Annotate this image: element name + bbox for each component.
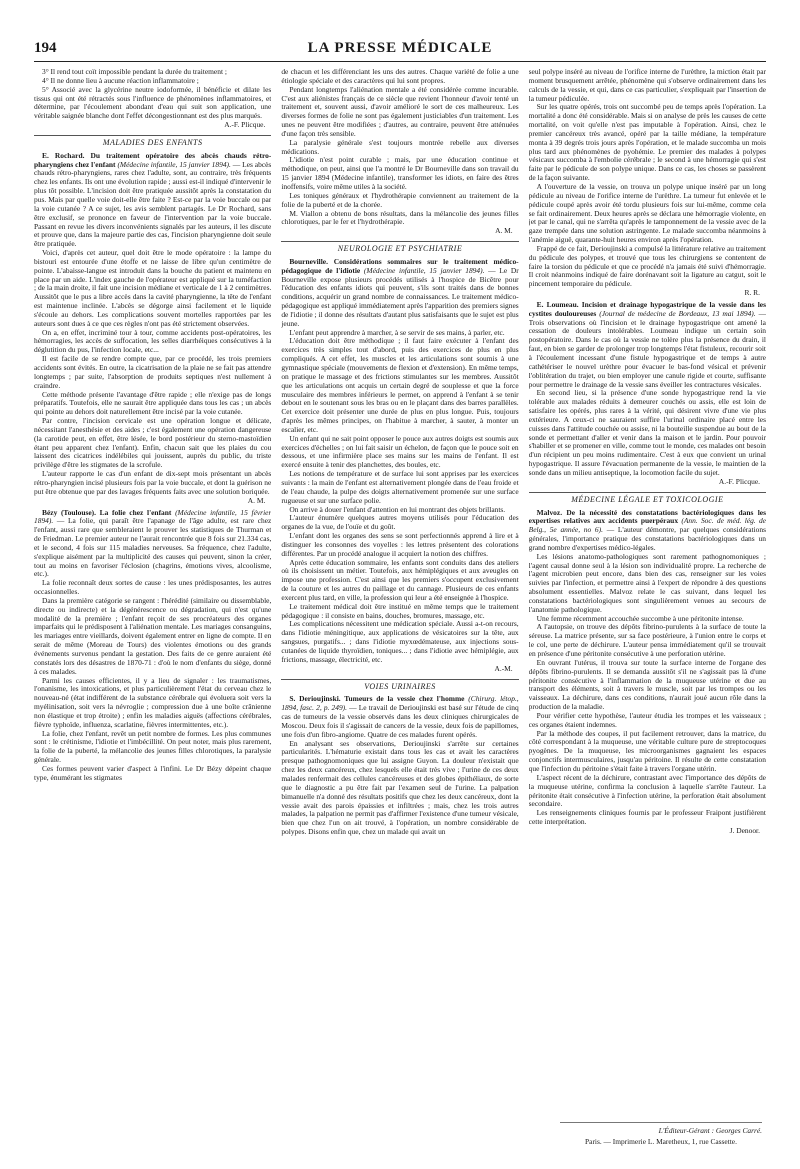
article-title: Malvoz. De la nécessité des constatations bactériologiques dans les expertises relatives aux accidents puerpéraux: [528, 507, 766, 526]
page-header: [34, 40, 766, 62]
paragraph: Les notions de température et de surface lui sont apprises par les exercices suivants : la main de l'enfant est alternativement plongée dans de l'eau froide et de l'eau chaude, la pulpe des doigts alternativement promenée sur une surface rugueuse et sur une surface polie.: [281, 469, 519, 505]
article-malvoz: [529, 509, 766, 553]
article-source: (Médecine infantile, 15 janvier 1894).: [363, 265, 485, 275]
paragraph: Après cette éducation sommaire, les enfants sont conduits dans des ateliers où ils choisissent un métier. Toutefois, aux hémiplégiques et aux aveugles on impose une profession. C'est ainsi que les premiers s'occupent exclusivement de la couture et les autres du paillage et du cannage. Plusieurs de ces enfants exercent plus tard, en ville, la profession qui leur a été enseignée à l'hospice.: [281, 557, 519, 602]
columns: [34, 68, 766, 1158]
paragraph: Dans la première catégorie se rangent : l'hérédité (similaire ou dissemblable, directe ou indirecte) et la dégénérescence ou dégradation, qui n'est qu'une modalité de la première ; l'enfant reçoit de ses procréateurs des organes imparfaits qui le prédisposent à l'aliénation mentale. Les mariages consanguins, les mariages entre vieillards, doivent également entrer en ligne de compte. Il en serait de même (Moreau de Tours) des violentes émotions ou des grands événements survenus pendant la gestation. Des faits de ce genre auraient été constatés lors des désastres de 1870-71 : d'où le nom d'enfants du siège, donné à ces malades.: [34, 595, 272, 676]
column-1: [34, 68, 271, 1158]
article-text: — Le travail de Derioujinski est basé sur l'étude de cinq cas de tumeurs de la vessie observés dans les deux cliniques chirurgicales de Moscou. Deux fois il s'agissait de cancers de la vessie, deux fois de papillomes, une fois d'un fibro-angiome. Quatre de ces malades furent opérés.: [281, 703, 519, 739]
paragraph: Les renseignements cliniques fournis par le professeur Fraipont justifièrent cette interprétation.: [528, 808, 766, 827]
paragraph: L'idiotie n'est point curable ; mais, par une éducation continue et méthodique, on peut, ainsi que l'a montré le Dr Bourneville dans son travail du 15 janvier 1894 (Médecine infantile), transformer les idiots, en faire des êtres inoffensifs, voire même utiles à la société.: [281, 155, 519, 191]
paragraph: En analysant ses observations, Derioujinski s'arrête sur certaines particularités. L'hématurie existait dans tous les cas et avait les caractères presque pathognomoniques que lui assigne Guyon. La douleur n'existait que chez les deux cancéreux, chez lesquels elle était très vive ; l'urine de ces deux malades renfermait des cellules cancéreuses et des globes épithéliaux, de sorte que le diagnostic a pu être fait par l'examen seul de l'urine. La palpation bimanuelle n'a donné des résultats positifs que chez les deux cancéreux, dont la vessie avait des parois épaissies et infiltrées ; mais, chez les trois autres malades, la palpation ne permit pas d'affirmer l'existence d'une tumeur vésicale, bien que chez l'un on ait trouvé, à l'opération, un nombre considérable de polypes. Disons enfin que, chez un malade qui avait un: [281, 738, 519, 837]
paragraph: Cette méthode présente l'avantage d'être rapide ; elle n'exige pas de longs préparatifs. Toutefois, elle ne saurait être appliquée dans tous les cas ; un abcès qui pointe au dehors doit naturellement être incisé par la voie cutanée.: [34, 389, 272, 417]
paragraph: 3° Il rend tout coït impossible pendant la durée du traitement ;: [42, 68, 227, 76]
article-title: Bourneville. Considérations sommaires sur le traitement médico-pédagogique de l'idiotie: [281, 256, 519, 275]
signature: A.-M.: [494, 663, 513, 673]
article-title: E. Rochard. Du traitement opératoire des abcès chauds rétro-pharyngiens chez l'enfant: [34, 150, 272, 169]
paragraph: 5° Associé avec la glycérine neutre iodoformée, il bénéficie et dilate les tissus qui ont été rétractés sous l'influence de phénomènes inflammatoires, et détermine, par l'écoulement abondant d'eau qui suit son application, une véritable saignée blanche dont l'effet décongestionnant est des plus marqués.: [34, 84, 272, 121]
article-source: (Ann. Soc. de méd. lég. de Belg., 5e année, no 6).: [528, 516, 766, 535]
paragraph: A l'autopsie, on trouve des dépôts fibrino-purulents à la surface de toute la séreuse. La matrice présente, sur sa face postérieure, à l'union entre le corps et le col, une perte de déchirure. L'auteur pensa immédiatement qu'il se trouvait en présence d'une péritonite consécutive à une perforation utérine.: [528, 622, 766, 658]
article-text: — Les abcès chauds rétro-pharyngiens, rares chez l'adulte, sont, au contraire, très fréquents chez les enfants. Ils ont une évolution rapide ; aussi est-il indiqué d'intervenir le plus tôt possible. L'incision doit être pratiquée aussitôt après la constatation du pus. Mais par quelle voie doit-elle être faite ? Est-ce par la voie buccale ou par la voie cutanée ? A ce sujet, les avis semblent partagés. Le Dr Rochard, sans être exclusif, se prononce en faveur de l'intervention par la voie buccale. Passant en revue les divers inconvénients signalés par les auteurs, il les discute et prouve que, dans la majeure partie des cas, l'incision pharyngienne doit seule être pratiquée.: [34, 159, 272, 249]
article-text: — Le Dr Bourneville expose plusieurs procédés utilisés à l'hospice de Bicêtre pour l'éducation des enfants idiots qui peuvent, s'ils sont traités dans de bonnes conditions, acquérir un grand nombre de connaissances. Le traitement médico-pédagogique est appliqué immédiatement après l'apparition des premiers signes de l'idiotie ; il donne des résultats d'autant plus satisfaisants que le sujet est plus jeune.: [281, 265, 519, 328]
article-text: — La folie, qui paraît être l'apanage de l'âge adulte, est rare chez l'enfant, aussi rare que sembleraient le prouver les statistiques de Thurman et de Friedman. Le premier auteur ne l'aurait rencontrée que 8 fois sur 21.334 cas, et le second, 4 fois sur 115 maladies nerveuses. Sa fréquence, chez l'adulte, s'explique aisément par la multiplicité des causes qui peuvent, sinon la créer, tout au moins en favoriser l'éclosion (chagrins, émotions vives, alcoolisme, etc.).: [34, 516, 272, 579]
section-heading: NEUROLOGIE ET PSYCHIATRIE: [281, 241, 518, 254]
paragraph: Par contre, l'incision cervicale est une opération longue et délicate, nécessitant l'anesthésie et des aides ; c'est également une opération dangereuse (la carotide peut, en effet, être lésée, le bord postérieur du sterno-mastoïdien étant peu apparent chez l'enfant). Enfin, chacun sait que les plaies du cou laissent des cicatrices indélébiles qui jouissent, auprès du public, du triste privilège d'être les stigmates de la scrofule.: [34, 416, 272, 470]
signature: R. R.: [744, 288, 760, 298]
paragraph: On a, en effet, incriminé tour à tour, comme accidents post-opératoires, les hémorragies, les accès de suffocation, les selles diarrhéiques consécutives à la déglutition du pus, l'infection locale, etc...: [34, 327, 272, 355]
paragraph: Ces formes peuvent varier d'aspect à l'infini. Le Dr Bézy dépeint chaque type, énumérant les stigmates: [34, 763, 272, 782]
paragraph: Les lésions anatomo-pathologiques sont rarement pathognomoniques ; l'agent causal donne seul à la lésion son individualité propre. La recherche de l'agent microbien peut encore, dans bien des cas, renseigner sur les voies suivies par l'infection, et permettre ainsi à l'expert de répondre à des questions absolument essentielles. Malvoz relate le cas suivant, dans lequel les constatations bactériologiques sont singulièrement venues au secours de l'anatomie pathologique.: [528, 551, 766, 614]
paragraph: On arrive à douer l'enfant d'attention en lui montrant des objets brillants.: [289, 504, 506, 514]
signature: A.-F. Plicque.: [718, 476, 760, 486]
article-source: (Médecine infantile, 15 février 1894).: [34, 507, 272, 526]
signature: A.-F. Plicque.: [224, 120, 266, 130]
paragraph: Les complications nécessitent une médication spéciale. Aussi a-t-on recours, dans l'idiotie méningitique, aux applications de vésicatoires sur la tête, aux sangsues, purgatifs... ; dans l'idiotie myxœdémateuse, aux injections sous-cutanées de liquide thyroïdien, toniques... ; dans l'idiotie avec hémiplégie, aux frictions, massage, électricité, etc.: [281, 619, 519, 664]
paragraph: Les toniques généraux et l'hydrothérapie conviennent au traitement de la folie de la puberté et de la chorée.: [281, 190, 519, 209]
article-loumeau: [529, 301, 766, 389]
paragraph: L'aspect récent de la déchirure, contrastant avec l'importance des dépôts de la muqueuse utérine, confirma la conclusion à laquelle s'arrête l'auteur. La péritonite était consécutive à l'infection utérine, la perforation était absolument secondaire.: [528, 772, 766, 809]
paragraph: seul polype inséré au niveau de l'orifice interne de l'urèthre, la miction était par moment brusquement arrêtée, phénomène qui s'observe ordinairement dans les calculs de la vessie, et qui, dans ce cas particulier, s'expliquait par l'insertion de la tumeur pédiculée.: [528, 68, 766, 103]
article-bezy: [34, 509, 271, 580]
section-heading: VOIES URINAIRES: [281, 679, 518, 692]
paragraph: M. Viallon a obtenu de bons résultats, dans la mélancolie des jeunes filles chlorotiques, par le fer et l'hydrothérapie.: [281, 208, 519, 227]
paragraph: Sur les quatre opérés, trois ont succombé peu de temps après l'opération. La mortalité a donc été considérable. Mais si on analyse de près les causes de cette mortalité, on voit qu'elle n'est pas imputable à l'opération. Ainsi, chez le premier cancéreux très avancé, opéré par la taille médiane, la température monta à 39 degrés trois jours après l'opération, et le malade succomba un mois plus tard aux phénomènes de pyohémie. Le premier des malades à polypes vésicaux succomba à l'embolie cérébrale ; le second à une hémorragie qui s'est faite par le pédicule de son polype unique. Dans ce cas, les choses se passèrent de la façon suivante.: [528, 102, 766, 183]
article-title: Bézy (Toulouse). La folie chez l'enfant: [42, 507, 172, 517]
paragraph: Pour vérifier cette hypothèse, l'auteur étudia les trompes et les vaisseaux ; ces organes étaient indemnes.: [528, 710, 766, 729]
paragraph: En ouvrant l'utérus, il trouva sur toute la surface interne de l'organe des dépôts fibrino-purulents. Il se demanda aussitôt s'il ne s'agissait pas là d'une péritonite consécutive à l'inflammation de la muqueuse utérine et due au transport des éléments, soit à travers le muscle, soit par les trompes ou les vaisseaux. La déchirure, dans ces conditions, n'aurait joué aucun rôle dans la production de la maladie.: [528, 657, 766, 712]
article-text: — L'auteur démontre, par quelques considérations générales, l'importance pratique des constatations bactériologiques dans un grand nombre d'expertises médico-légales.: [528, 525, 766, 552]
printer-line: Paris. — Imprimerie L. Maretheux, 1, rue Cassette.: [585, 1137, 737, 1146]
column-3: [529, 68, 766, 1148]
section-heading: MÉDECINE LÉGALE ET TOXICOLOGIE: [529, 492, 766, 505]
journal-title: LA PRESSE MÉDICALE: [307, 40, 493, 56]
paragraph: A l'ouverture de la vessie, on trouva un polype unique inséré par un long pédicule au niveau de l'orifice interne de l'urèthre. La tumeur fut enlevée et le pédicule coupé après avoir été tordu plusieurs fois sur lui-même, comme cela se fait ordinairement. Deux heures après se déclara une hémorragie violente, en jet par le canal, qui ne s'arrêta qu'après le tamponnement de la vessie avec de la gaze trempée dans une solution astringente. Le malade succomba néanmoins à l'anémie aiguë, quarante-huit heures environ après l'opération.: [528, 181, 766, 245]
paragraph: En second lieu, si la présence d'une sonde hypogastrique rend la vie tolérable aux malades réduits à demeurer couchés ou assis, elle est loin de satisfaire les opérés, plus rares à la vérité, qui désirent vivre d'une vie plus extérieure. A ceux-ci ne sauraient suffire l'urinal ordinaire placé entre les cuisses dans l'attitude couchée ou assise, ni la bouteille suspendue au bout de la sonde et permettant d'aller et venir dans la maison et le jardin. Pour pouvoir s'habiller et se promener en ville, comme tout le monde, ces malades ont besoin d'un récipient un peu moins rudimentaire. C'est à eux que convient un urinal hypogastrique. Il assure l'évacuation permanente de la vessie, le maintien de la sonde dans un milieu antiseptique, la locomotion facile du sujet.: [528, 388, 766, 477]
article-source: (Chirurg. létop., 1894, fasc. 2, p. 249).: [281, 694, 519, 713]
paragraph: Par la méthode des coupes, il put facilement retrouver, dans la matrice, du côté correspondant à la muqueuse, une véritable culture pure de streptocoques pyogènes. De la muqueuse, les microorganismes gagnaient les espaces conjonctifs intermusculaires, jusqu'au péritoine. Il résulte de cette constatation que l'infection du péritoine s'était faite à travers l'organe utérin.: [528, 728, 766, 773]
article-source: (Médecine infantile, 15 janvier 1894).: [117, 159, 231, 169]
article-title: S. Derioujinski. Tumeurs de la vessie chez l'homme: [289, 694, 465, 704]
column-2: [281, 68, 518, 1158]
paragraph: 4° Il ne donne lieu à aucune réaction inflammatoire ;: [42, 75, 199, 85]
paragraph: Le traitement médical doit être institué en même temps que le traitement pédagogique : il consiste en bains, douches, bromures, massage, etc.: [281, 601, 519, 620]
paragraph: La folie, chez l'enfant, revêt un petit nombre de formes. Les plus communes sont : le crétinisme, l'idiotie et l'imbécillité. On peut noter, mais plus rarement, la folie de la puberté, la mélancolie des jeunes filles chlorotiques, la paralysie générale.: [34, 728, 272, 765]
paragraph: Un enfant qui ne sait point opposer le pouce aux autres doigts est soumis aux exercices d'échelles ; on lui fait saisir un échelon, de façon que le pouce soit en dessous, et une infirmière place ses mains sur les mains de l'enfant. Il est exercé ensuite à tenir des planchettes, des boules, etc.: [281, 433, 519, 470]
paragraph: Parmi les causes efficientes, il y a lieu de signaler : les traumatismes, l'onanisme, les intoxications, et plus particulièrement l'état du cerveau chez le nouveau-né (état indifférent de la substance cérébrale qui évoluera soit vers la myélinisation, soit vers la névroglie ; compression due à une boîte crânienne non élastique et trop étroite) ; enfin les maladies aiguës (affections cérébrales, fièvre typhoïde, influenza, scarlatine, fièvres intermittentes, etc.).: [34, 675, 272, 729]
paragraph: Une femme récemment accouchée succombe à une péritonite intense.: [536, 613, 744, 623]
signature: J. Denoor.: [729, 825, 760, 835]
article-title: E. Loumeau. Incision et drainage hypogastrique de la vessie dans les cystites douloureuses: [528, 299, 766, 318]
article-text: — Trois observations où l'incision et le drainage hypogastrique ont amené la cessation de douleurs intolérables. Loumeau indique un certain soin postopératoire. Dans le cas où la vessie ne tolère plus la présence du drain, il faut, en bien se garder de prolonger trop longtemps l'état fistuleux, recourir soit à l'écoulement incessant d'une fistule hypogastrique et de temps à autre cathétériser le nouvel urèthre pour évacuer le bas-fond vésical et prévenir l'oblitération du trajet, ou bien employer une canule rigide et courte, suffisante pour permettre le drainage de la vessie sans éveiller les contractures vésicales.: [528, 308, 766, 389]
paragraph: L'enfant dont les organes des sens se sont perfectionnés apprend à lire et à distinguer les consonnes des voyelles : les lettres présentent des colorations différentes. Par un procédé analogue il acquiert la notion des chiffres.: [281, 531, 519, 558]
signature: A. M.: [495, 226, 513, 236]
paragraph: L'auteur rapporte le cas d'un enfant de dix-sept mois présentant un abcès rétro-pharyngien incisé plusieurs fois par la voie buccale, et dont la guérison ne put être obtenue que par des lavages fréquents faits avec une solution boriquée.: [34, 469, 272, 496]
paragraph: L'auteur énumère quelques autres moyens utilisés pour l'éducation des organes de la vue, de l'ouïe et du goût.: [281, 513, 519, 532]
paragraph: Pendant longtemps l'aliénation mentale a été considérée comme incurable. C'est aux aliénistes français de ce siècle que revient l'honneur d'avoir tenté un traitement et, souvent aussi, d'avoir amélioré le sort de ces malheureux. Les diverses formes de folie ne sont pas également justiciables d'un traitement. Les unes ne peuvent être modifiées ; d'autres, au contraire, peuvent être atténuées d'une façon très sensible.: [281, 84, 519, 138]
paragraph: Voici, d'après cet auteur, quel doit être le mode opératoire : la lampe du bistouri est entourée d'une étoffe et ne laisse de libre qu'un centimètre de pointe. L'abaisse-langue est introduit dans la bouche du patient et maintenu en place par un aide. L'index gauche de l'opérateur est appliqué sur la tuméfaction ; de la main droite, il fait une incision médiane et verticale de 1 à 2 centimètres. Aussitôt que le pus a libre accès dans la cavité pharyngienne, la tête de l'enfant est maintenue inclinée. L'abcès se dégorge ainsi facilement et le liquide s'écoule au dehors. Les complications souvent mortelles rapportées par les auteurs sont dues à ce que ces règles n'ont pas été strictement observées.: [34, 248, 272, 328]
editor-line: L'Éditeur-Gérant : Georges Carré.: [560, 1122, 762, 1136]
paragraph: de chacun et les différenciant les uns des autres. Chaque variété de folie a une étiologie spéciale et des caractères qui lui sont propres.: [281, 68, 519, 85]
article-derioujinski: [281, 695, 518, 739]
paragraph: L'enfant peut apprendre à marcher, à se servir de ses mains, à parler, etc.: [289, 327, 505, 337]
article-source: (Journal de médecine de Bordeaux, 13 mai 1894).: [599, 308, 756, 318]
article-bourneville: [281, 258, 518, 329]
paragraph: Il est facile de se rendre compte que, par ce procédé, les trois premiers accidents sont évités. En outre, la cicatrisation de la plaie ne se fait pas attendre longtemps ; par suite, l'absorption de produits septiques n'est nullement à craindre.: [34, 354, 272, 390]
section-heading: MALADIES DES ENFANTS: [34, 135, 271, 148]
article-rochard: [34, 152, 271, 249]
page-number: 194: [34, 40, 57, 56]
paragraph: La folie reconnaît deux sortes de cause : les unes prédisposantes, les autres occasionnelles.: [34, 578, 272, 597]
page-footer: [560, 1122, 762, 1147]
paragraph: L'éducation doit être méthodique ; il faut faire exécuter à l'enfant des exercices très simples tout d'abord, puis des exercices de plus en plus compliqués. A cet effet, les muscles et les articulations sont soumis à une gymnastique spéciale (mouvements de flexion et d'extension). En même temps, on pratique le massage et des frictions stimulantes sur les membres. Aussitôt que les articulations ont acquis un certain degré de souplesse et que la force musculaire des membres inférieurs le permet, on apprend à l'enfant à se tenir debout en le soutenant sous les bras ou en le plaçant dans des barres parallèles. Cet exercice doit présenter une durée de plus en plus longue. Puis, toujours d'après les mêmes principes, on l'habitue à marcher, à sauter, à monter un escalier, etc.: [281, 336, 519, 434]
signature: A. M.: [247, 495, 266, 505]
paragraph: La paralysie générale s'est toujours montrée rebelle aux diverses médications.: [281, 137, 519, 156]
paragraph: Frappé de ce fait, Derioujinski a compulsé la littérature relative au traitement du pédicule des polypes, et trouvé que tous les chirurgiens se contentent de faire la torsion du pédicule et que ce procédé n'a jamais été suivi d'hémorragie. Il croit néanmoins indiqué de faire dorénavant soit la ligature au catgut, soit le pincement temporaire du pédicule.: [528, 243, 766, 289]
